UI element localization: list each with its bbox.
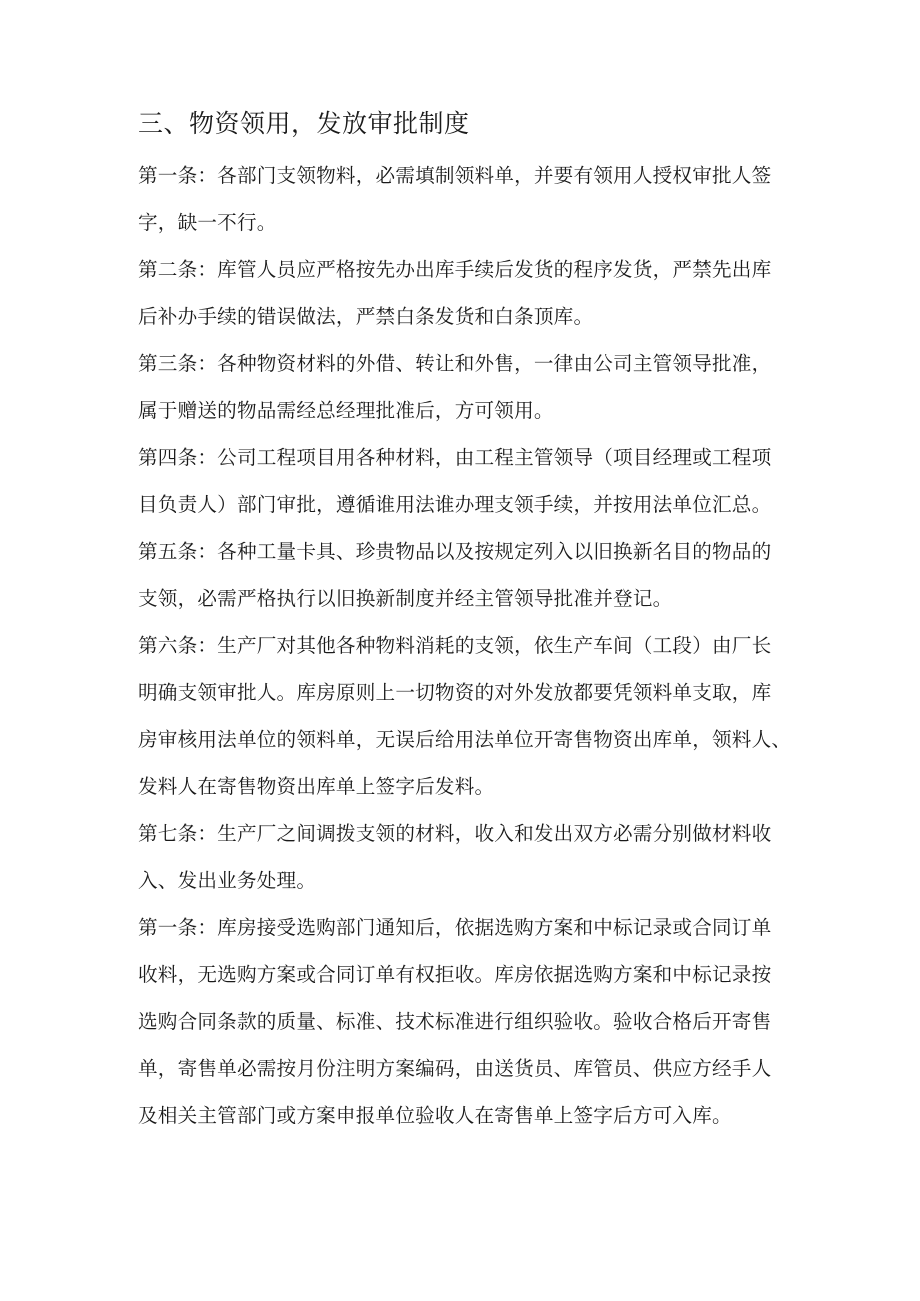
text-line: 第三条：各种物资材料的外借、转让和外售，一律由公司主管领导批准， bbox=[138, 352, 772, 375]
text-line: 第二条：库管人员应严格按先办出库手续后发货的程序发货，严禁先出库 bbox=[138, 258, 772, 281]
text-line: 属于赠送的物品需经总经理批准后，方可领用。 bbox=[138, 399, 554, 422]
text-line: 第六条：生产厂对其他各种物料消耗的支领，依生产车间（工段）由厂长 bbox=[138, 634, 772, 657]
text-line: 第五条：各种工量卡具、珍贵物品以及按规定列入以旧换新名目的物品的 bbox=[138, 540, 772, 563]
text-line: 入、发出业务处理。 bbox=[138, 869, 317, 892]
document-body bbox=[138, 100, 798, 1139]
text-line: 第一条：各部门支领物料，必需填制领料单，并要有领用人授权审批人签 bbox=[138, 164, 772, 187]
text-line: 发料人在寄售物资出库单上签字后发料。 bbox=[138, 775, 495, 798]
text-line: 及相关主管部门或方案申报单位验收人在寄售单上签字后方可入库。 bbox=[138, 1104, 732, 1127]
text-line: 后补办手续的错误做法，严禁白条发货和白条顶库。 bbox=[138, 305, 594, 328]
text-line: 支领，必需严格执行以旧换新制度并经主管领导批准并登记。 bbox=[138, 587, 673, 610]
text-line: 字，缺一不行。 bbox=[138, 211, 277, 234]
text-line: 第一条：库房接受选购部门通知后，依据选购方案和中标记录或合同订单 bbox=[138, 916, 772, 939]
text-line: 房审核用法单位的领料单，无误后给用法单位开寄售物资出库单，领料人、 bbox=[138, 728, 792, 751]
text-line: 明确支领审批人。库房原则上一切物资的对外发放都要凭领料单支取，库 bbox=[138, 681, 772, 704]
text-line: 第四条：公司工程项目用各种材料，由工程主管领导（项目经理或工程项 bbox=[138, 446, 772, 469]
text-line: 选购合同条款的质量、标准、技术标准进行组织验收。验收合格后开寄售 bbox=[138, 1010, 772, 1033]
text-line: 单，寄售单必需按月份注明方案编码，由送货员、库管员、供应方经手人 bbox=[138, 1057, 772, 1080]
text-line: 第七条：生产厂之间调拨支领的材料，收入和发出双方必需分别做材料收 bbox=[138, 822, 772, 845]
section-heading: 三、物资领用，发放审批制度 bbox=[138, 109, 470, 138]
text-line: 收料，无选购方案或合同订单有权拒收。库房依据选购方案和中标记录按 bbox=[138, 963, 772, 986]
text-line: 目负责人）部门审批，遵循谁用法谁办理支领手续，并按用法单位汇总。 bbox=[138, 493, 772, 516]
